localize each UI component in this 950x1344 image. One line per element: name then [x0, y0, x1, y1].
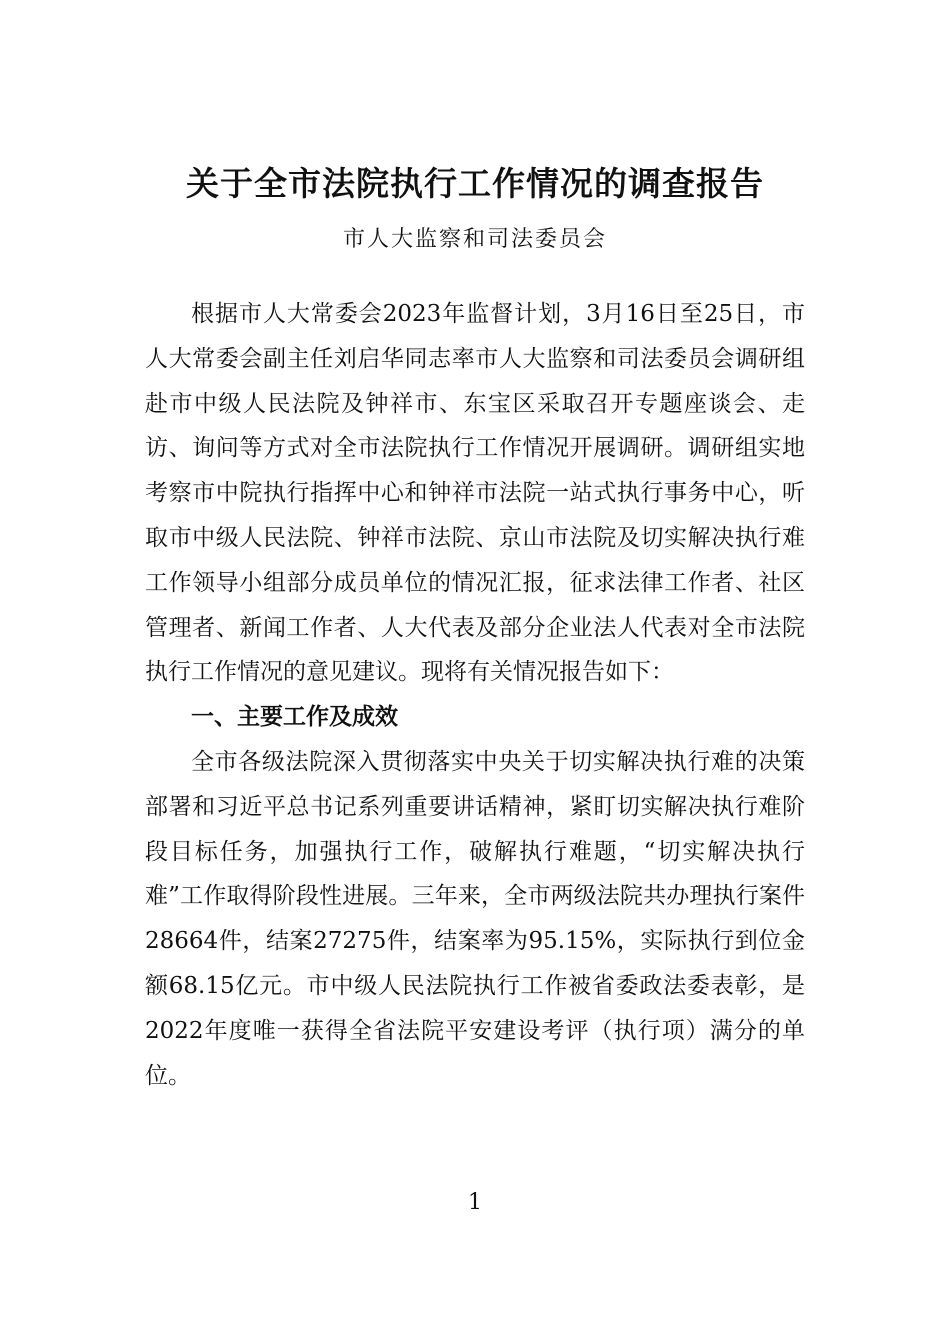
- intro-paragraph: 根据市人大常委会2023年监督计划，3月16日至25日，市人大常委会副主任刘启华同志率市人大监察和司法委员会调研组赴市中级人民法院及钟祥市、东宝区采取召开专题座谈会、走访、询问等方式对全市法院执行工作情况开展调研。调研组实地考察市中院执行指挥中心和钟祥市法院一站式执行事务中心，听取市中级人民法院、钟祥市法院、京山市法院及切实解决执行难工作领导小组部分成员单位的情况汇报，征求法律工作者、社区管理者、新闻工作者、人大代表及部分企业法人代表对全市法院执行工作情况的意见建议。现将有关情况报告如下：: [145, 301, 805, 686]
- document-body: [145, 292, 805, 1098]
- section-heading: 一、主要工作及成效: [191, 704, 398, 731]
- page-number: 1: [468, 1190, 482, 1215]
- section-paragraph: 全市各级法院深入贯彻落实中央关于切实解决执行难的决策部署和习近平总书记系列重要讲话精神，紧盯切实解决执行难阶段目标任务，加强执行工作，破解执行难题，“切实解决执行难”工作取得阶段性进展。三年来，全市两级法院共办理执行案件28664件，结案27275件，结案率为95.15%，实际执行到位金额68.15亿元。市中级人民法院执行工作被省委政法委表彰，是2022年度唯一获得全省法院平安建设考评（执行项）满分的单位。: [145, 748, 805, 1089]
- document-title: 关于全市法院执行工作情况的调查报告: [186, 164, 764, 203]
- document-author: 市人大监察和司法委员会: [342, 227, 607, 252]
